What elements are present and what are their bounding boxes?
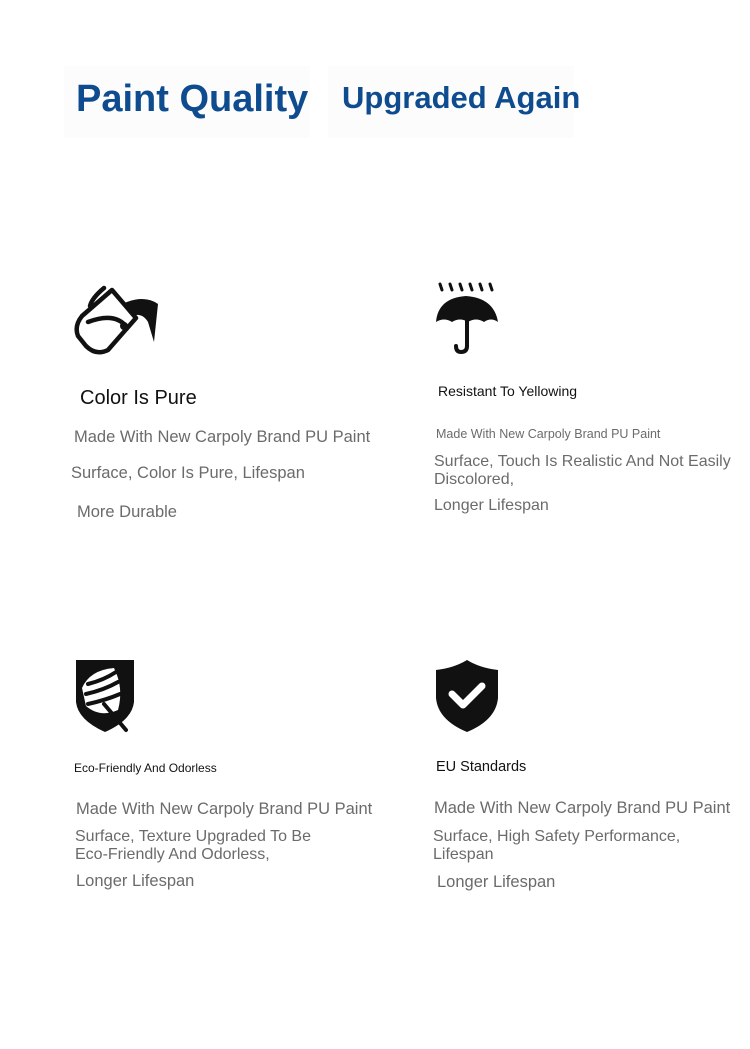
feature-line: Made With New Carpoly Brand PU Paint — [434, 799, 731, 817]
feature-title-eu-standards: EU Standards — [436, 759, 527, 775]
feature-line: Surface, Texture Upgraded To Be Eco-Friendly And Odorless, — [75, 828, 311, 863]
title-upgraded-again: Upgraded Again — [328, 66, 574, 138]
title-paint-quality: Paint Quality — [64, 66, 310, 138]
feature-line: Longer Lifespan — [434, 497, 549, 514]
feature-line: Longer Lifespan — [437, 873, 556, 891]
feature-title-color-pure: Color Is Pure — [80, 387, 197, 409]
feature-title-resistant-yellowing: Resistant To Yellowing — [438, 383, 578, 399]
feature-line: Made With New Carpoly Brand PU Paint — [76, 800, 373, 818]
feature-line: More Durable — [77, 503, 177, 521]
shield-check-icon — [434, 658, 500, 734]
feature-line: Surface, High Safety Performance, Lifespan — [433, 828, 681, 863]
feature-line: Surface, Touch Is Realistic And Not Easily Discolored, — [434, 453, 731, 488]
feature-title-eco-friendly: Eco-Friendly And Odorless — [74, 761, 217, 775]
feature-line: Made With New Carpoly Brand PU Paint — [74, 428, 371, 446]
feature-line: Longer Lifespan — [76, 872, 195, 890]
feature-line: Surface, Color Is Pure, Lifespan — [71, 464, 305, 482]
paint-bucket-icon — [74, 282, 160, 356]
leaf-shield-icon — [74, 658, 136, 734]
feature-line: Made With New Carpoly Brand PU Paint — [436, 427, 661, 441]
umbrella-rain-icon — [434, 282, 500, 356]
